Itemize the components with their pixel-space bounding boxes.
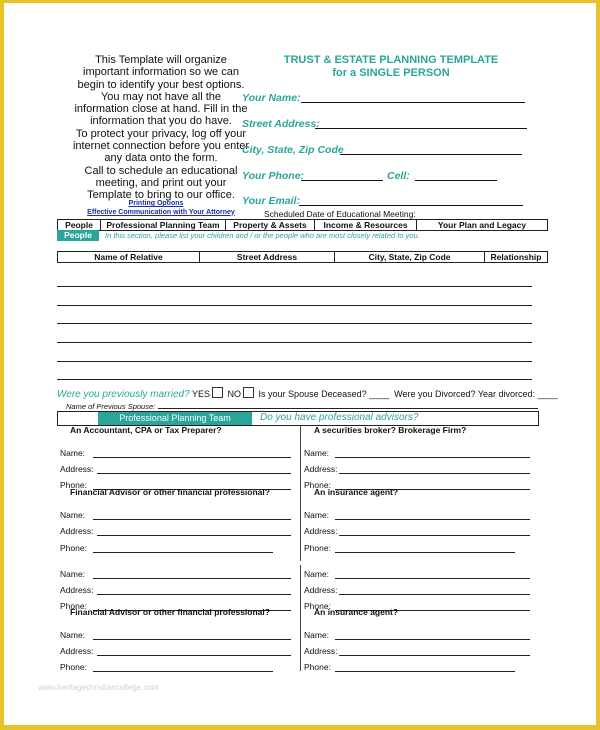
- agent-3-name-field[interactable]: [335, 639, 530, 640]
- pro-advisors-question: Do you have professional advisors?: [260, 412, 419, 423]
- tab-property-assets[interactable]: Property & Assets: [226, 220, 315, 231]
- accountant-address-field[interactable]: [97, 473, 291, 474]
- advisor-3-phone-field[interactable]: [93, 671, 273, 672]
- advisor-phone-field[interactable]: [93, 552, 273, 553]
- address-label: Address:: [60, 585, 94, 595]
- cell-field[interactable]: [415, 180, 497, 181]
- name-label: Name:: [304, 448, 330, 458]
- agent-2-address-field[interactable]: [339, 594, 530, 595]
- insurance-agent-heading-2: An insurance agent?: [314, 607, 399, 617]
- relative-row-line[interactable]: [57, 323, 532, 324]
- yes-label: YES: [192, 389, 211, 399]
- attorney-communication-link[interactable]: Effective Communication with Your Attorney: [87, 208, 235, 216]
- col-relationship: Relationship: [485, 252, 548, 263]
- col-name-of-relative: Name of Relative: [58, 252, 200, 263]
- address-label: Address:: [60, 464, 94, 474]
- phone-label: Phone:: [60, 543, 87, 553]
- document-page: [4, 3, 596, 725]
- previous-spouse-label: Name of Previous Spouse:: [66, 402, 156, 411]
- city-field[interactable]: [340, 154, 522, 155]
- advisor-2-name-field[interactable]: [93, 578, 291, 579]
- street-label: Street Address:: [242, 118, 320, 130]
- advisor-3-name-field[interactable]: [93, 639, 291, 640]
- cell-label: Cell:: [387, 170, 410, 182]
- broker-name-field[interactable]: [335, 457, 530, 458]
- name-label: Name:: [60, 510, 86, 520]
- relative-row-line[interactable]: [57, 361, 532, 362]
- address-label: Address:: [304, 526, 338, 536]
- advisor-name-field[interactable]: [93, 519, 291, 520]
- relatives-table-header: [57, 251, 548, 263]
- tab-people[interactable]: People: [58, 220, 101, 231]
- financial-advisor-heading-2: Financial Advisor or other financial professional?: [70, 607, 270, 617]
- intro-text: This Template will organize important information so we can begin to identify your best options. You may not have all the information close at hand. Fill in the information that you do have. To protect your privacy, log off your internet connection before you enter any data onto the form. Call to schedule an educational meeting, and print out your Template to bring to our office.: [72, 54, 250, 202]
- watermark: www.heritagechristiancollege.com: [38, 683, 159, 692]
- phone-label: Phone:: [60, 662, 87, 672]
- pro-team-bar: [57, 411, 539, 426]
- form-title: TRUST & ESTATE PLANNING TEMPLATE for a SINGLE PERSON: [256, 54, 526, 80]
- spouse-deceased-label: Is your Spouse Deceased? ____: [258, 389, 390, 399]
- relative-row-line[interactable]: [57, 342, 532, 343]
- advisor-3-address-field[interactable]: [97, 655, 291, 656]
- col-city-state-zip: City, State, Zip Code: [335, 252, 485, 263]
- yes-checkbox[interactable]: [212, 387, 223, 398]
- name-label: Name:: [304, 630, 330, 640]
- agent-name-field[interactable]: [335, 519, 530, 520]
- phone-label: Phone:: [60, 480, 87, 490]
- phone-label: Phone:: [304, 601, 331, 611]
- previous-spouse-field[interactable]: [158, 408, 538, 409]
- agent-2-name-field[interactable]: [335, 578, 530, 579]
- broker-heading: A securities broker? Brokerage Firm?: [314, 425, 467, 435]
- advisor-2-address-field[interactable]: [97, 594, 291, 595]
- phone-label: Phone:: [60, 601, 87, 611]
- relative-row-line[interactable]: [57, 379, 532, 380]
- city-label: City, State, Zip Code: [242, 144, 344, 156]
- street-field[interactable]: [315, 128, 527, 129]
- marriage-row: [57, 387, 557, 400]
- name-label: Name:: [60, 630, 86, 640]
- people-section-bar: [57, 230, 548, 241]
- intro-links: [60, 200, 262, 217]
- insurance-agent-heading: An insurance agent?: [314, 487, 399, 497]
- relative-row-line[interactable]: [57, 305, 532, 306]
- agent-address-field[interactable]: [339, 535, 530, 536]
- agent-3-phone-field[interactable]: [335, 671, 515, 672]
- tab-plan-legacy[interactable]: Your Plan and Legacy: [417, 220, 548, 231]
- address-label: Address:: [60, 526, 94, 536]
- tab-professional-planning-team[interactable]: Professional Planning Team: [101, 220, 226, 231]
- name-label: Your Name:: [242, 92, 301, 104]
- name-label: Name:: [60, 448, 86, 458]
- address-label: Address:: [304, 464, 338, 474]
- name-label: Name:: [304, 510, 330, 520]
- pro-team-label: Professional Planning Team: [98, 412, 252, 425]
- phone-label: Phone:: [304, 543, 331, 553]
- advisor-address-field[interactable]: [97, 535, 291, 536]
- no-label: NO: [227, 389, 242, 399]
- printing-options-link[interactable]: Printing Options: [128, 200, 184, 207]
- scheduled-meeting-label: Scheduled Date of Educational Meeting:: [264, 209, 416, 219]
- phone-label: Phone:: [304, 480, 331, 490]
- people-section-instruction: In this section, please list your children and / or the people who are most closely related to you.: [105, 231, 420, 240]
- address-label: Address:: [304, 585, 338, 595]
- column-divider: [300, 565, 301, 671]
- phone-label: Your Phone:: [242, 170, 305, 182]
- name-label: Name:: [60, 569, 86, 579]
- relative-row-line[interactable]: [57, 286, 532, 287]
- email-label: Your Email:: [242, 195, 300, 207]
- divorced-label: Were you Divorced? Year divorced: ____: [394, 389, 558, 399]
- name-label: Name:: [304, 569, 330, 579]
- address-label: Address:: [304, 646, 338, 656]
- people-section-label: People: [57, 230, 99, 241]
- email-field[interactable]: [299, 205, 523, 206]
- previously-married-question: Were you previously married?: [57, 389, 190, 400]
- col-street-address: Street Address: [200, 252, 335, 263]
- agent-3-address-field[interactable]: [339, 655, 530, 656]
- agent-phone-field[interactable]: [335, 552, 515, 553]
- no-checkbox[interactable]: [243, 387, 254, 398]
- address-label: Address:: [60, 646, 94, 656]
- broker-address-field[interactable]: [339, 473, 530, 474]
- phone-label: Phone:: [304, 662, 331, 672]
- form-subtitle: for a SINGLE PERSON: [332, 67, 450, 79]
- accountant-name-field[interactable]: [93, 457, 291, 458]
- column-divider: [300, 426, 301, 561]
- accountant-heading: An Accountant, CPA or Tax Preparer?: [70, 425, 222, 435]
- tab-income-resources[interactable]: Income & Resources: [315, 220, 417, 231]
- financial-advisor-heading: Financial Advisor or other financial professional?: [70, 487, 270, 497]
- phone-field[interactable]: [301, 180, 383, 181]
- name-field[interactable]: [301, 102, 525, 103]
